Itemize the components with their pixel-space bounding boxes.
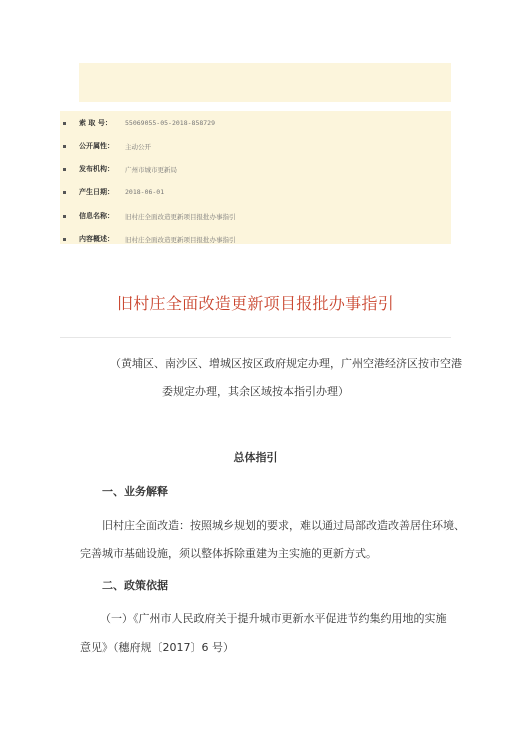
heading-policy-basis: 二、政策依据: [102, 579, 168, 592]
meta-label: 产生日期：: [79, 188, 114, 196]
meta-row-disclosure: [60, 139, 151, 153]
bullet-icon: [63, 191, 66, 194]
bullet-icon: [63, 122, 66, 125]
page-title: 旧村庄全面改造更新项目报批办事指引: [116, 294, 395, 313]
meta-row-name: [60, 209, 236, 223]
title-divider: [60, 337, 451, 338]
meta-row-index: [60, 116, 215, 130]
meta-row-publisher: [60, 162, 177, 176]
meta-value: 旧村庄全面改造更新项目报批办事指引: [125, 212, 236, 221]
meta-label: 信息名称：: [79, 212, 114, 220]
meta-value: 主动公开: [125, 142, 151, 151]
heading-business-explanation: 一、业务解释: [102, 485, 168, 498]
meta-value: 55069055-05-2018-858729: [125, 119, 216, 127]
scope-note-line-1: （黄埔区、南沙区、增城区按区政府规定办理，广州空港经济区按市空港: [110, 357, 462, 370]
document-body: [60, 255, 465, 655]
bullet-icon: [63, 168, 66, 171]
bullet-icon: [63, 238, 66, 241]
paragraph-line: 意见》（穗府规〔2017〕6 号）: [80, 641, 234, 654]
meta-row-summary: [60, 232, 236, 246]
paragraph-line: 完善城市基础设施，须以整体拆除重建为主实施的更新方式。: [80, 547, 377, 560]
metadata-panel: [60, 111, 451, 244]
section-title: 总体指引: [233, 451, 278, 464]
meta-label: 发布机构：: [79, 165, 114, 173]
paragraph-line: 旧村庄全面改造：按照城乡规划的要求，难以通过局部改造改善居住环境、: [102, 519, 465, 532]
header-banner: [79, 63, 451, 102]
bullet-icon: [63, 215, 66, 218]
meta-label: 公开属性：: [79, 142, 114, 150]
meta-label: 内容概述：: [79, 235, 114, 243]
meta-row-date: [60, 185, 164, 199]
scope-note-line-2: 委规定办理，其余区域按本指引办理）: [162, 385, 349, 398]
meta-value: 广州市城市更新局: [125, 165, 177, 174]
paragraph-line: （一）《广州市人民政府关于提升城市更新水平促进节约集约用地的实施: [100, 612, 447, 625]
meta-value: 旧村庄全面改造更新项目报批办事指引: [125, 235, 236, 244]
bullet-icon: [63, 145, 66, 148]
meta-label: 索 取 号：: [79, 119, 112, 127]
meta-value: 2018-06-01: [125, 188, 165, 196]
